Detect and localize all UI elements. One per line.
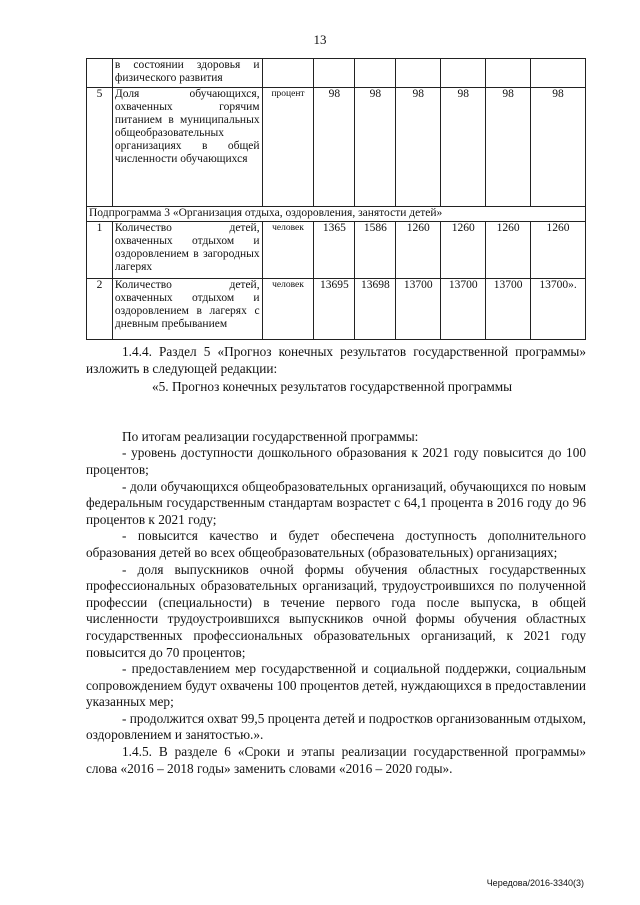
- body-text: [86, 344, 586, 777]
- list-item: - повысится качество и будет обеспечена доступность дополнительного образования детей во всех общеобразовательных (образовательных) организациях;: [86, 528, 586, 560]
- value-cell: 1260: [441, 222, 486, 279]
- row-number: 5: [87, 88, 113, 207]
- list-item: - предоставлением мер государственной и социальной поддержки, социальным сопровождением будут охвачены 100 процентов детей, нуждающихся в предоставлении указанных мер;: [86, 661, 586, 710]
- value-cell: 1260: [396, 222, 441, 279]
- row-number: 1: [87, 222, 113, 279]
- value-cell: 1260: [531, 222, 586, 279]
- section-heading: «5. Прогноз конечных результатов государственной программы: [152, 379, 513, 395]
- value-cell: 98: [314, 88, 355, 207]
- indicator-name: в состоянии здоровья и физического развития: [112, 59, 262, 88]
- subprogram-row: [87, 207, 586, 222]
- unit-cell: человек: [262, 222, 314, 279]
- value-cell: 13700: [486, 279, 531, 340]
- paragraph: 1.4.5. В разделе 6 «Сроки и этапы реализации государственной программы» слова «2016 – 2018 годы» заменить словами «2016 – 2020 годы».: [86, 744, 586, 776]
- paragraph: По итогам реализации государственной программы:: [122, 428, 419, 444]
- value-cell: 98: [441, 88, 486, 207]
- value-cell: 1365: [314, 222, 355, 279]
- table-row: [87, 88, 586, 207]
- indicator-name: Доля обучающихся, охваченных горячим питанием в муниципальных общеобразовательных организациях в общей численности обучающихся: [112, 88, 262, 207]
- value-cell: 98: [396, 88, 441, 207]
- unit-cell: процент: [262, 88, 314, 207]
- subprogram-title: Подпрограмма 3 «Организация отдыха, оздоровления, занятости детей»: [87, 207, 586, 222]
- row-number: 2: [87, 279, 113, 340]
- indicators-table: [86, 58, 586, 340]
- table-row: [87, 59, 586, 88]
- table-row: [87, 279, 586, 340]
- value-cell: 98: [486, 88, 531, 207]
- table-cell: [87, 59, 113, 88]
- document-code: Чередова/2016-3340(3): [486, 878, 584, 888]
- list-item: - уровень доступности дошкольного образования к 2021 году повысится до 100 процентов;: [86, 445, 586, 477]
- value-cell: 13700».: [531, 279, 586, 340]
- value-cell: 13700: [441, 279, 486, 340]
- table-row: [87, 222, 586, 279]
- indicator-name: Количество детей, охваченных отдыхом и оздоровлением в лагерях с дневным пребыванием: [112, 279, 262, 340]
- value-cell: 13698: [355, 279, 396, 340]
- value-cell: 1260: [486, 222, 531, 279]
- paragraph: 1.4.4. Раздел 5 «Прогноз конечных результатов государственной программы» изложить в следующей редакции:: [86, 344, 586, 376]
- page-number: 13: [313, 32, 327, 47]
- value-cell: 98: [531, 88, 586, 207]
- unit-cell: человек: [262, 279, 314, 340]
- indicator-name: Количество детей, охваченных отдыхом и оздоровлением в загородных лагерях: [112, 222, 262, 279]
- list-item: - доли обучающихся общеобразовательных организаций, обучающихся по новым федеральным государственным стандартам возрастет с 64,1 процента в 2016 году до 96 процентов к 2021 году;: [86, 478, 586, 527]
- value-cell: 98: [355, 88, 396, 207]
- value-cell: 13700: [396, 279, 441, 340]
- value-cell: 13695: [314, 279, 355, 340]
- list-item: - доля выпускников очной формы обучения областных государственных профессиональных образовательных организаций, трудоустроившихся по полученной профессии (специальности) в течение первого года после выпуска, в общей численности трудоустроившихся выпускников очной формы обучения областных государственных профессиональных образовательных организаций, к 2021 году повысится до 70 процентов;: [86, 561, 586, 660]
- value-cell: 1586: [355, 222, 396, 279]
- list-item: - продолжится охват 99,5 процента детей и подростков организованным отдыхом, оздоровлением и занятостью.».: [86, 710, 586, 743]
